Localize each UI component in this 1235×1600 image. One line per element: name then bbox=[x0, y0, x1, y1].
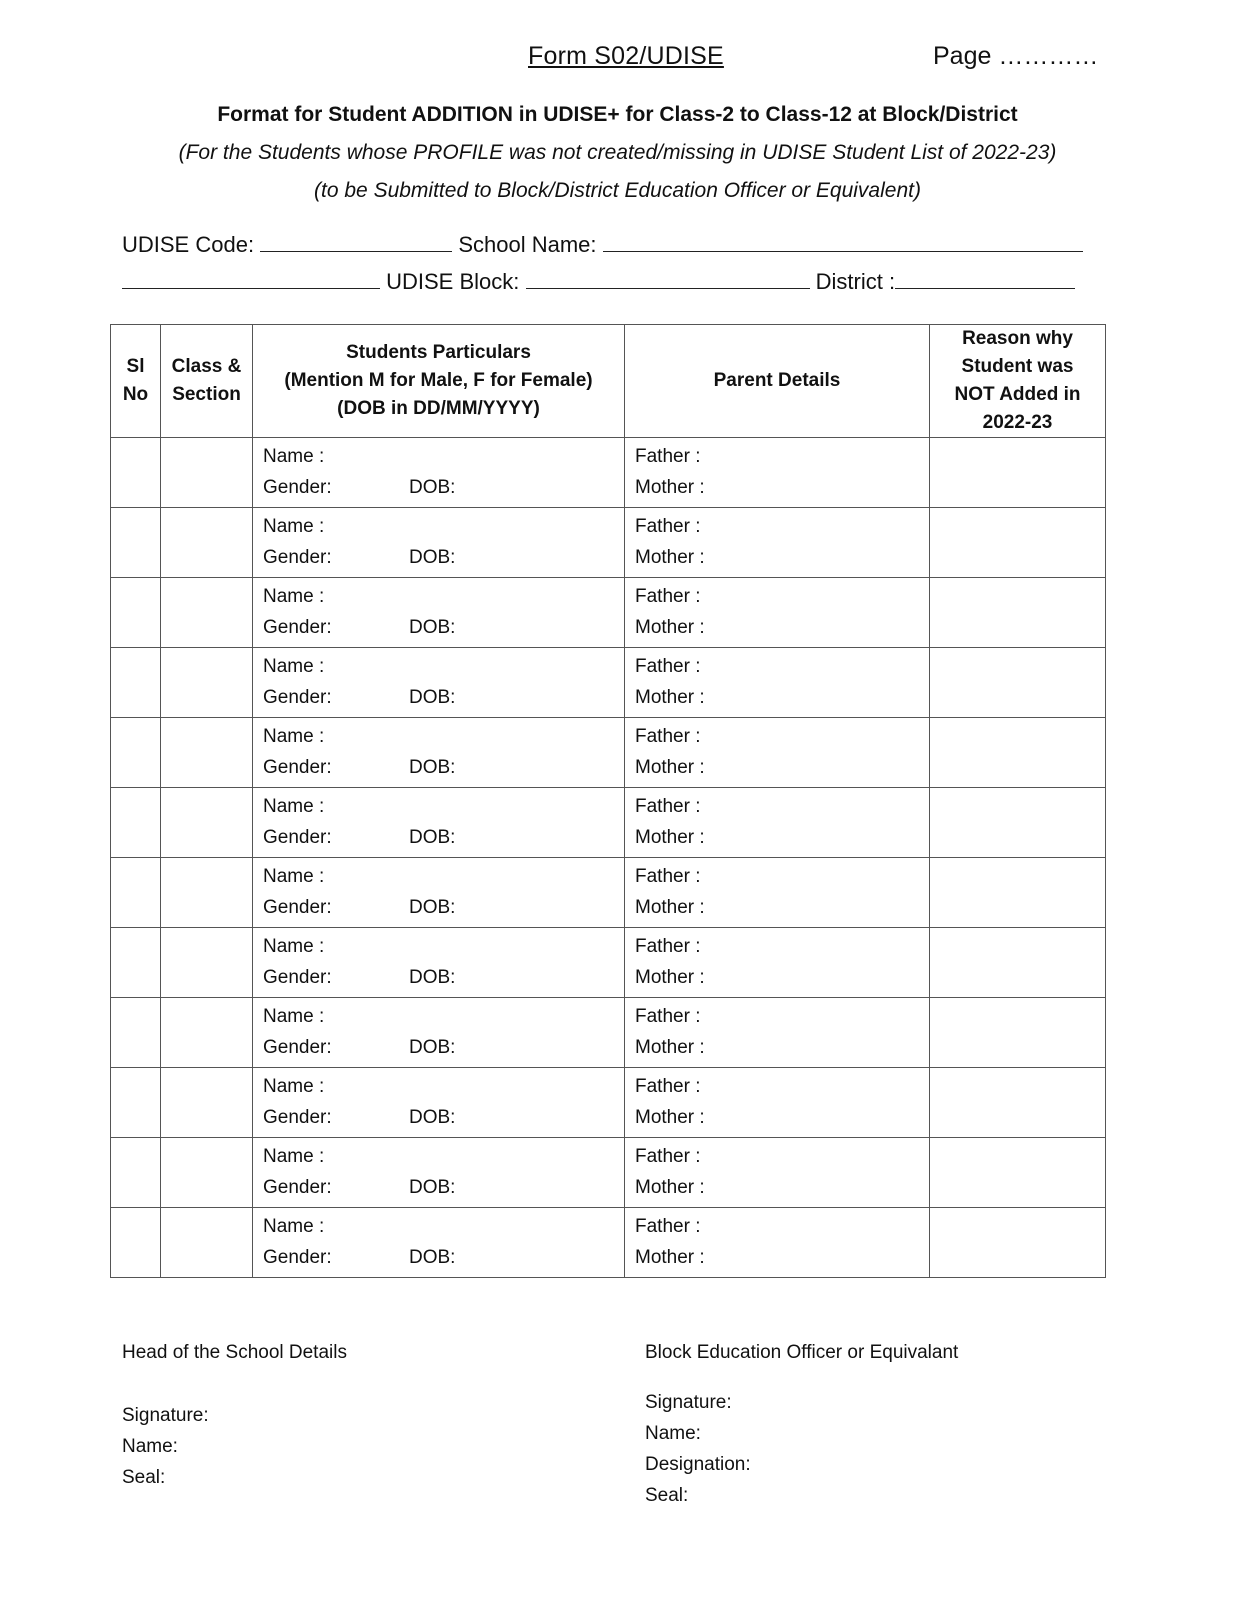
udise-block-label: UDISE Block: bbox=[386, 269, 520, 294]
reason-cell[interactable] bbox=[930, 1138, 1106, 1208]
student-particulars-cell[interactable] bbox=[253, 788, 625, 858]
class-section-cell[interactable] bbox=[161, 1138, 253, 1208]
table-row bbox=[111, 998, 1106, 1068]
table-row bbox=[111, 578, 1106, 648]
class-section-cell[interactable] bbox=[161, 438, 253, 508]
class-section-cell[interactable] bbox=[161, 718, 253, 788]
name-label: Name : bbox=[263, 586, 325, 607]
dob-label: DOB: bbox=[409, 1037, 456, 1058]
dob-label: DOB: bbox=[409, 617, 456, 638]
table-header-row bbox=[111, 325, 1106, 438]
district-blank[interactable] bbox=[895, 268, 1075, 289]
dob-label: DOB: bbox=[409, 967, 456, 988]
parent-details-cell[interactable] bbox=[625, 648, 930, 718]
name-label: Name : bbox=[263, 1146, 325, 1167]
mother-label: Mother : bbox=[635, 547, 705, 568]
student-particulars-cell[interactable] bbox=[253, 1068, 625, 1138]
sl-no-cell[interactable] bbox=[111, 1138, 161, 1208]
district-label: District : bbox=[815, 269, 896, 294]
table-row bbox=[111, 928, 1106, 998]
dob-label: DOB: bbox=[409, 477, 456, 498]
table-row bbox=[111, 1208, 1106, 1278]
father-label: Father : bbox=[635, 446, 701, 467]
table-row bbox=[111, 1068, 1106, 1138]
block-district-row bbox=[122, 268, 1075, 295]
name-label: Name : bbox=[263, 936, 325, 957]
head-of-school-section bbox=[122, 1337, 347, 1493]
name-label: Name : bbox=[263, 516, 325, 537]
father-label: Father : bbox=[635, 936, 701, 957]
gender-label: Gender: bbox=[263, 827, 332, 848]
parent-details-cell[interactable] bbox=[625, 1208, 930, 1278]
table-body bbox=[111, 438, 1106, 1278]
reason-cell[interactable] bbox=[930, 718, 1106, 788]
father-label: Father : bbox=[635, 516, 701, 537]
particulars-line-3: (DOB in DD/MM/YYYY) bbox=[337, 398, 540, 419]
col-sl-no: Sl No bbox=[111, 325, 161, 438]
class-section-cell[interactable] bbox=[161, 998, 253, 1068]
sl-no-cell[interactable] bbox=[111, 1068, 161, 1138]
gender-label: Gender: bbox=[263, 1177, 332, 1198]
student-particulars-cell[interactable] bbox=[253, 718, 625, 788]
hos-seal-label[interactable]: Seal: bbox=[122, 1467, 166, 1488]
beo-signature-label[interactable]: Signature: bbox=[645, 1392, 732, 1413]
sl-no-cell[interactable] bbox=[111, 1208, 161, 1278]
student-particulars-cell[interactable] bbox=[253, 648, 625, 718]
sl-no-cell[interactable] bbox=[111, 998, 161, 1068]
student-particulars-cell[interactable] bbox=[253, 1208, 625, 1278]
school-name-blank[interactable] bbox=[603, 231, 1083, 252]
class-section-cell[interactable] bbox=[161, 1068, 253, 1138]
gender-label: Gender: bbox=[263, 1247, 332, 1268]
gender-label: Gender: bbox=[263, 547, 332, 568]
dob-label: DOB: bbox=[409, 757, 456, 778]
table-row bbox=[111, 648, 1106, 718]
mother-label: Mother : bbox=[635, 1247, 705, 1268]
parent-details-cell[interactable] bbox=[625, 788, 930, 858]
table-row bbox=[111, 1138, 1106, 1208]
reason-cell[interactable] bbox=[930, 928, 1106, 998]
name-label: Name : bbox=[263, 1216, 325, 1237]
table-row bbox=[111, 508, 1106, 578]
dob-label: DOB: bbox=[409, 1107, 456, 1128]
form-subtitle: (For the Students whose PROFILE was not created/missing in UDISE Student List of 2022-23) bbox=[178, 141, 1057, 164]
mother-label: Mother : bbox=[635, 757, 705, 778]
col-class-section: Class & Section bbox=[161, 325, 253, 438]
form-instruction: (to be Submitted to Block/District Education Officer or Equivalent) bbox=[314, 179, 921, 202]
mother-label: Mother : bbox=[635, 1177, 705, 1198]
mother-label: Mother : bbox=[635, 687, 705, 708]
student-particulars-cell[interactable] bbox=[253, 1138, 625, 1208]
table-row bbox=[111, 788, 1106, 858]
father-label: Father : bbox=[635, 586, 701, 607]
sl-no-cell[interactable] bbox=[111, 648, 161, 718]
name-label: Name : bbox=[263, 796, 325, 817]
parent-details-cell[interactable] bbox=[625, 1138, 930, 1208]
sl-no-cell[interactable] bbox=[111, 928, 161, 998]
mother-label: Mother : bbox=[635, 967, 705, 988]
mother-label: Mother : bbox=[635, 827, 705, 848]
gender-label: Gender: bbox=[263, 967, 332, 988]
class-section-cell[interactable] bbox=[161, 928, 253, 998]
address-blank[interactable] bbox=[122, 268, 380, 289]
parent-details-cell[interactable] bbox=[625, 438, 930, 508]
gender-label: Gender: bbox=[263, 687, 332, 708]
reason-cell[interactable] bbox=[930, 1068, 1106, 1138]
sl-no-cell[interactable] bbox=[111, 788, 161, 858]
student-table bbox=[110, 324, 1106, 1278]
name-label: Name : bbox=[263, 446, 325, 467]
class-section-cell[interactable] bbox=[161, 508, 253, 578]
sl-no-cell[interactable] bbox=[111, 508, 161, 578]
father-label: Father : bbox=[635, 1076, 701, 1097]
student-particulars-cell[interactable] bbox=[253, 858, 625, 928]
reason-cell[interactable] bbox=[930, 438, 1106, 508]
reason-cell[interactable] bbox=[930, 648, 1106, 718]
gender-label: Gender: bbox=[263, 617, 332, 638]
class-section-cell[interactable] bbox=[161, 858, 253, 928]
table-row bbox=[111, 858, 1106, 928]
dob-label: DOB: bbox=[409, 687, 456, 708]
parent-details-cell[interactable] bbox=[625, 998, 930, 1068]
hos-signature-label[interactable]: Signature: bbox=[122, 1405, 209, 1426]
parent-details-cell[interactable] bbox=[625, 1068, 930, 1138]
father-label: Father : bbox=[635, 1006, 701, 1027]
parent-details-cell[interactable] bbox=[625, 928, 930, 998]
table-row bbox=[111, 438, 1106, 508]
udise-code-row bbox=[122, 231, 1083, 258]
father-label: Father : bbox=[635, 726, 701, 747]
udise-block-blank[interactable] bbox=[526, 268, 810, 289]
gender-label: Gender: bbox=[263, 897, 332, 918]
parent-details-cell[interactable] bbox=[625, 508, 930, 578]
class-section-cell[interactable] bbox=[161, 788, 253, 858]
student-particulars-cell[interactable] bbox=[253, 998, 625, 1068]
udise-code-label: UDISE Code: bbox=[122, 232, 255, 257]
student-particulars-cell[interactable] bbox=[253, 508, 625, 578]
mother-label: Mother : bbox=[635, 477, 705, 498]
father-label: Father : bbox=[635, 656, 701, 677]
sl-no-cell[interactable] bbox=[111, 718, 161, 788]
name-label: Name : bbox=[263, 1006, 325, 1027]
form-title: Format for Student ADDITION in UDISE+ for Class-2 to Class-12 at Block/District bbox=[217, 103, 1018, 126]
student-particulars-cell[interactable] bbox=[253, 578, 625, 648]
gender-label: Gender: bbox=[263, 1037, 332, 1058]
table-row bbox=[111, 718, 1106, 788]
col-parent-details: Parent Details bbox=[625, 325, 930, 438]
reason-cell[interactable] bbox=[930, 858, 1106, 928]
class-section-cell[interactable] bbox=[161, 578, 253, 648]
dob-label: DOB: bbox=[409, 897, 456, 918]
parent-details-cell[interactable] bbox=[625, 578, 930, 648]
father-label: Father : bbox=[635, 1146, 701, 1167]
name-label: Name : bbox=[263, 726, 325, 747]
gender-label: Gender: bbox=[263, 477, 332, 498]
class-section-cell[interactable] bbox=[161, 648, 253, 718]
mother-label: Mother : bbox=[635, 897, 705, 918]
particulars-line-2: (Mention M for Male, F for Female) bbox=[284, 370, 593, 391]
reason-cell[interactable] bbox=[930, 788, 1106, 858]
father-label: Father : bbox=[635, 1216, 701, 1237]
reason-cell[interactable] bbox=[930, 578, 1106, 648]
sl-no-cell[interactable] bbox=[111, 438, 161, 508]
parent-details-cell[interactable] bbox=[625, 858, 930, 928]
student-particulars-cell[interactable] bbox=[253, 438, 625, 508]
name-label: Name : bbox=[263, 866, 325, 887]
beo-section bbox=[645, 1337, 958, 1511]
col-student-particulars bbox=[253, 325, 625, 438]
father-label: Father : bbox=[635, 866, 701, 887]
name-label: Name : bbox=[263, 1076, 325, 1097]
dob-label: DOB: bbox=[409, 547, 456, 568]
dob-label: DOB: bbox=[409, 1247, 456, 1268]
beo-seal-label[interactable]: Seal: bbox=[645, 1485, 689, 1506]
sl-no-cell[interactable] bbox=[111, 578, 161, 648]
form-id: Form S02/UDISE bbox=[528, 42, 724, 70]
particulars-line-1: Students Particulars bbox=[346, 342, 531, 363]
father-label: Father : bbox=[635, 796, 701, 817]
hos-name-label[interactable]: Name: bbox=[122, 1436, 178, 1457]
dob-label: DOB: bbox=[409, 1177, 456, 1198]
class-section-cell[interactable] bbox=[161, 1208, 253, 1278]
name-label: Name : bbox=[263, 656, 325, 677]
col-reason: Reason why Student was NOT Added in 2022-23 bbox=[930, 325, 1106, 438]
gender-label: Gender: bbox=[263, 757, 332, 778]
student-particulars-cell[interactable] bbox=[253, 928, 625, 998]
reason-cell[interactable] bbox=[930, 998, 1106, 1068]
udise-code-blank[interactable] bbox=[260, 231, 452, 252]
reason-cell[interactable] bbox=[930, 1208, 1106, 1278]
school-name-label: School Name: bbox=[458, 232, 597, 257]
head-of-school-heading: Head of the School Details bbox=[122, 1342, 347, 1363]
mother-label: Mother : bbox=[635, 1037, 705, 1058]
beo-heading: Block Education Officer or Equivalant bbox=[645, 1342, 959, 1363]
parent-details-cell[interactable] bbox=[625, 718, 930, 788]
gender-label: Gender: bbox=[263, 1107, 332, 1128]
mother-label: Mother : bbox=[635, 1107, 705, 1128]
sl-no-cell[interactable] bbox=[111, 858, 161, 928]
reason-cell[interactable] bbox=[930, 508, 1106, 578]
beo-designation-label[interactable]: Designation: bbox=[645, 1454, 751, 1475]
beo-name-label[interactable]: Name: bbox=[645, 1423, 701, 1444]
page-number-label: Page ………… bbox=[933, 42, 1099, 70]
dob-label: DOB: bbox=[409, 827, 456, 848]
mother-label: Mother : bbox=[635, 617, 705, 638]
